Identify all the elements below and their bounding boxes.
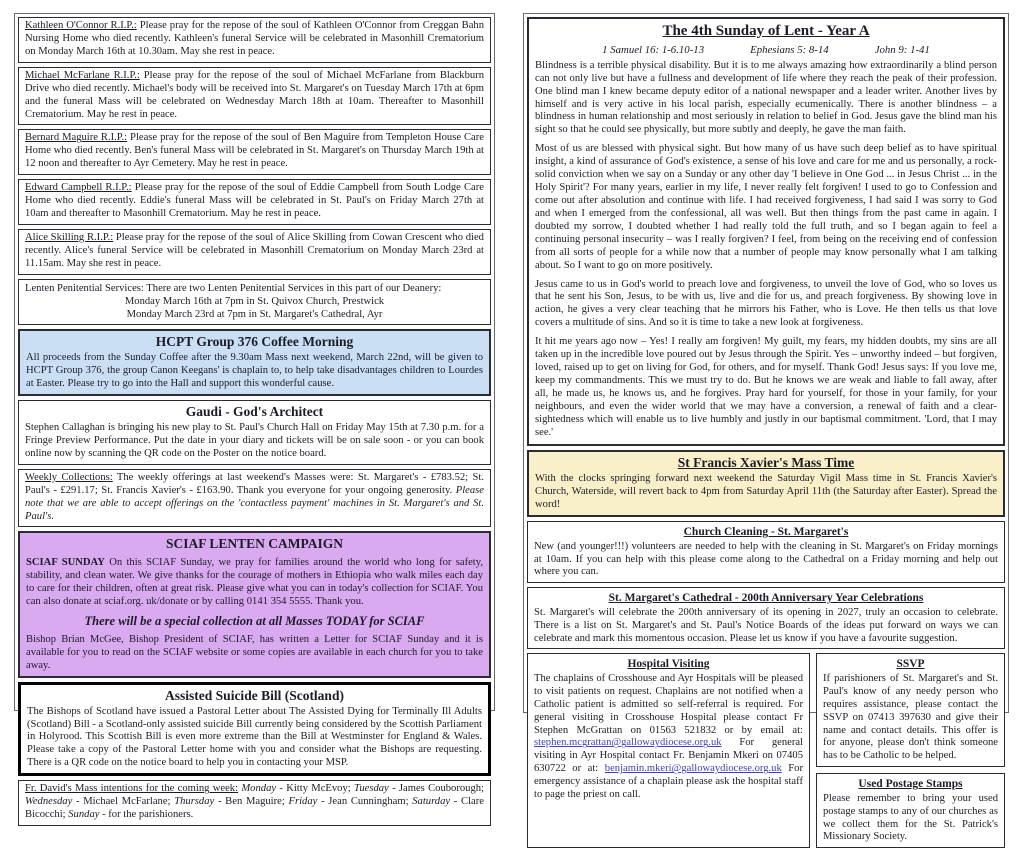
rip-notice-michael-mcfarlane <box>18 67 491 126</box>
anniversary-title: St. Margaret's Cathedral - 200th Anniversary Year Celebrations <box>608 592 924 605</box>
hospital-body-1: The chaplains of Crosshouse and Ayr Hospitals will be pleased to visit patients on request. Chaplains are not notified when a Catholic patient is admitted so self-referral is required. For general visiting in Crosshouse Hospital please contact Fr Stephen McGrattan on 01563 521832 or by email at: <box>534 672 803 736</box>
sciaf-special-collection-note: There will be a special collection at all Masses TODAY for SCIAF <box>84 613 425 628</box>
anniversary-body: St. Margaret's will celebrate the 200th anniversary of its opening in 2027, truly an occasion to celebrate. There is a list on St. Margaret's and St. Paul's Notice Boards of the ideas put forward on ways we can celebrate and mark this momentous occasion. Please let us know if you have a favourite suggestion. <box>534 606 998 644</box>
anniversary-box <box>527 587 1005 649</box>
assisted-suicide-bill-box <box>18 682 491 776</box>
intention-name: - Ben Maguire; <box>214 796 289 808</box>
collections-header: Weekly Collections: <box>25 471 113 483</box>
homily-paragraph: Jesus came to us in God's world to preach love and forgiveness, to unveil the love of God, who so loves us that he sent his Son, Jesus, to be with us, live and die for us, and preach forgiveness. By showing love in action, he gives a very clear teaching that he mirrors his Father, who is Love. He then tells us that love covers a multitude of sins. And so it is time to take a new look at forgiveness. <box>535 278 997 329</box>
sfx-mass-time-box <box>527 450 1005 518</box>
church-cleaning-body: New (and younger!!!) volunteers are needed to help with the cleaning in St. Margaret's on Friday mornings at 10am. If you can help with this please come along to the Cathedral on a Friday morning and help out where you can. <box>534 540 998 578</box>
homily-readings <box>535 44 997 56</box>
intention-day: Friday <box>288 796 318 808</box>
rip-notice-body: Please pray for the repose of the soul of Kathleen O'Connor from Creggan Bahn Nursing Home who died recently. Kathleen's funeral Service will be celebrated in Masonhill Crematorium on Monday March 16th at 10.30am. May she rest in peace. <box>25 20 484 57</box>
rip-notice-header: Alice Skilling R.I.P.: <box>25 231 114 243</box>
reading-gospel: John 9: 1-41 <box>874 43 930 56</box>
bottom-two-column-section <box>527 653 1005 848</box>
stamps-title: Used Postage Stamps <box>858 778 963 791</box>
rip-notice-alice-skilling <box>18 229 491 275</box>
collections-note: Please note that we are able to accept offerings on the 'contactless payment' machines in St. Margaret's and St. Paul's. <box>25 484 484 522</box>
assisted-suicide-title: Assisted Suicide Bill (Scotland) <box>165 687 344 703</box>
rip-notice-header: Edward Campbell R.I.P.: <box>25 182 132 194</box>
sciaf-lead: SCIAF SUNDAY <box>26 557 105 569</box>
sciaf-title: SCIAF LENTEN CAMPAIGN <box>165 536 343 552</box>
sciaf-campaign-box <box>18 531 491 677</box>
homily-title: The 4th Sunday of Lent - Year A <box>662 23 870 39</box>
rip-notice-bernard-maguire <box>18 129 491 175</box>
assisted-suicide-body: The Bishops of Scotland have issued a Pastoral Letter about The Assisted Dying for Terminally Ill Adults (Scotland) Bill - a Scotland-only assisted suicide Bill currently being considered by the Scottish Parliament in Holyrood. This Scottish Bill is even more extreme than the Bill at Westminster for England & Wales. Please take a copy of the Pastoral Letter home with you and consider what the Bishops are requesting. There is a QR code on the notice board to help you in contacting your MSP. <box>27 705 482 769</box>
rip-notice-text <box>25 182 484 221</box>
intention-day: Wednesday <box>25 796 73 808</box>
bottom-left-column <box>527 653 810 848</box>
rip-notice-text <box>25 70 484 122</box>
sfx-title: St Francis Xavier's Mass Time <box>677 454 855 470</box>
intention-day: Sunday <box>68 809 100 821</box>
bottom-right-column <box>816 653 1005 848</box>
rip-notice-edward-campbell <box>18 179 491 225</box>
mass-intentions-header: Fr. David's Mass intentions for the coming week: <box>25 783 239 795</box>
sciaf-intro <box>26 557 483 609</box>
hcpt-coffee-morning-box <box>18 329 491 396</box>
church-cleaning-box <box>527 521 1005 583</box>
rip-notice-body: Please pray for the repose of the soul of Alice Skilling from Cowan Crescent who died recently. Alice's funeral Service will be celebrated in Masonhill Crematorium on Monday March 23rd at 11.15am. May she rest in peace. <box>25 231 484 269</box>
penitential-line-2: Monday March 23rd at 7pm in St. Margaret's Cathedral, Ayr <box>126 309 383 321</box>
sfx-body: With the clocks springing forward next weekend the Saturday Vigil Mass time in St. Francis Xavier's Church, Waterside, will revert back to 4pm from Saturday April 11th (the Saturday after Easter). Spread the word! <box>535 473 997 511</box>
gaudi-play-box <box>18 400 491 465</box>
email-link-mkeri[interactable]: benjamin.mkeri@gallowaydiocese.org.uk <box>604 763 782 775</box>
hospital-visiting-title: Hospital Visiting <box>627 658 710 671</box>
collections-body: The weekly offerings at last weekend's Masses were: St. Margaret's - £783.52; St. Paul's - £291.17; St. Francis Xavier's - £163.90. Thank you everyone for your ongoing generosity. <box>25 471 484 496</box>
intention-day: Monday <box>241 783 277 795</box>
email-link-mcgrattan[interactable]: stephen.mcgrattan@gallowaydiocese.org.uk <box>534 737 722 749</box>
stamps-body: Please remember to bring your used postage stamps to any of our churches as we collect them for the St. Patrick's Missionary Society. <box>823 792 998 843</box>
homily-box <box>527 17 1005 446</box>
homily-paragraph: It hit me years ago now – Yes! I really am forgiven! My guilt, my fears, my hidden doubts, my sins are all taken up in the incredible love poured out by Jesus through the Spirit. Yes – unworthy indeed – but forgiven, loved, raised up to get on living for God, for others, and for myself. Thank God! Jesus says: If you love me, keep my commandments. This we must try to do. But he knows we are weak and liable to fall away, after all, he made us, he knows us, and he forgives. Pray hard for yourself, for those in your family, for your neighbours, and even the wider world that we may have a conversion, a renewal of faith and a clear-sightedness which will enable us to live humbly and justly in our baptismal commitment. 'Lord, that I may see.' <box>535 336 997 438</box>
rip-notice-header: Kathleen O'Connor R.I.P.: <box>25 20 137 31</box>
rip-notice-body: Please pray for the repose of the soul of Michael McFarlane from Blackburn Drive who died recently. Michael's body will be received into St. Margaret's on Tuesday March 17th at 6pm and the funeral Mass will be celebrated on Wednesday March 18th at 10am. Thereafter to Masonhill Crematorium. May he rest in peace. <box>25 69 484 120</box>
ssvp-title: SSVP <box>896 658 925 671</box>
rip-notice-text <box>25 132 484 171</box>
sciaf-footer: Bishop Brian McGee, Bishop President of SCIAF, has written a Letter for SCIAF Sunday and it is available for you to read on the SCIAF website or some copies are available in each church for you to take away. <box>26 633 483 671</box>
rip-notice-body: Please pray for the repose of the soul of Ben Maguire from Templeton House Care Home who died recently. Ben's funeral Mass will be celebrated in St. Margaret's on Thursday March 19th at 12 noon and thereafter to Ayr Cemetery. May he rest in peace. <box>25 132 484 170</box>
rip-notice-kathleen-oconnor <box>18 17 491 63</box>
rip-notice-header: Bernard Maguire R.I.P.: <box>25 132 128 144</box>
collections-text <box>25 472 484 524</box>
weekly-collections-box <box>18 469 491 528</box>
rip-notice-header: Michael McFarlane R.I.P.: <box>25 69 140 81</box>
intention-name: - for the parishioners. <box>99 809 194 821</box>
gaudi-body: Stephen Callaghan is bringing his new play to St. Paul's Church Hall on Friday May 15th at 7.30 p.m. for a Fringe Preview Performance. Put the date in your diary and tickets will be on sale soon - or you can book online now by scanning the QR code on the Poster on the notice board. <box>25 421 484 459</box>
intention-name: - James Couborough; <box>388 783 485 795</box>
reading-first: 1 Samuel 16: 1-6.10-13 <box>602 43 705 56</box>
intention-name: - Kitty McEvoy; <box>276 783 355 795</box>
homily-paragraph: Blindness is a terrible physical disability. But it is to me always amazing how extraordinarily a blind person can not only live but have a fullness and development of life where they reach the peak of their profession. One blind man I knew became deputy editor of a national newspaper and a leader writer. Another lives by himself and is very active in his local parish, especially ecumenically. There is another blindness – a blindness in human relationship and most seriously in relation to belief in God. Jesus gave the blind man his sight so that he could see physically, but more subtly and deeply, he gave the man faith. <box>535 59 997 136</box>
rip-notice-text <box>25 20 484 59</box>
hospital-visiting-box <box>527 653 810 848</box>
hospital-body-3: For emergency assistance of a chaplain please ask the hospital staff to page the priest on call. <box>534 763 803 801</box>
homily-paragraph: Most of us are blessed with physical sight. But how many of us have such deep belief as to have spiritual insight, a kind of assurance of God's existence, a sense of his love and care for me and us personally, a rock-solid conviction when we say on a Sunday or any other day 'I believe in One God ... in Jesus Christ ... in the Holy Spirit'? For many years, earlier in my life, I never really felt forgiven! I used to go to Confession and come out after absolution and continue with life. I had received forgiveness, I had said I was sorry to God and when I emerged from the confessional, all was well. But then things from the past came in again. I doubted my sorrow, I doubted whether I had really told the full truth, and so I began again to feel a continuing personal insecurity – was I really forgiven? I feel, from being on the receiving end of confession from all sorts of people for a while now that a number of people may know personally what I am talking about. So I want to go on more positively. <box>535 143 997 271</box>
used-postage-stamps-box <box>816 773 1005 848</box>
sciaf-body: On this SCIAF Sunday, we pray for families around the world who long for safety, stability, and clean water. We give thanks for the courage of mothers in Ethiopia who walk miles each day to care for their children, often at great risk. Please give what you can in today's collection for SCIAF. You can also donate at sciaf.org. uk/donate or by calling 0141 354 5555. Thank you. <box>26 557 483 608</box>
intention-name: - Jean Cunningham; <box>317 796 413 808</box>
bulletin-left-page <box>14 13 495 821</box>
hcpt-title: HCPT Group 376 Coffee Morning <box>155 334 354 350</box>
rip-notice-body: Please pray for the repose of the soul of Eddie Campbell from South Lodge Care Home who died recently. Eddie's funeral Mass will be celebrated in St. Paul's on Friday March 27th at 10am and thereafter to Masonhill Crematorium. May he rest in peace. <box>25 182 484 220</box>
intention-name: - Michael McFarlane; <box>72 796 175 808</box>
mass-intentions-box <box>18 780 491 826</box>
intention-name: - Clare Bicocchi; <box>25 796 484 821</box>
bulletin-right-page <box>523 13 1009 843</box>
hospital-body-2: For general visiting in Ayr Hospital contact Fr. Benjamin Mkeri on 07405 630722 or at: <box>534 737 803 775</box>
hospital-visiting-text <box>534 673 803 802</box>
intention-day: Thursday <box>174 796 215 808</box>
gaudi-title: Gaudi - God's Architect <box>185 404 324 420</box>
penitential-intro: Lenten Penitential Services: There are two Lenten Penitential Services in this part of our Deanery: <box>25 282 442 294</box>
ssvp-box <box>816 653 1005 767</box>
church-cleaning-title: Church Cleaning - St. Margaret's <box>683 526 849 539</box>
mass-intentions-text <box>25 783 484 822</box>
lenten-penitential-box <box>18 279 491 326</box>
rip-notice-text <box>25 232 484 271</box>
penitential-line-1: Monday March 16th at 7pm in St. Quivox Church, Prestwick <box>124 295 385 307</box>
ssvp-body: If parishioners of St. Margaret's and St. Paul's know of any needy person who requires assistance, please contact the SSVP on 07413 397630 and give their name and contact details. This offer is for anyone, please don't think someone has to be Catholic to be helped. <box>823 672 998 762</box>
hcpt-body: All proceeds from the Sunday Coffee after the 9.30am Mass next weekend, March 22nd, will be given to HCPT Group 376, the group Canon Keegans' is chaplain to, to help take disadvantages children to Lourdes at Easter. Please try to go into the Hall and support this wonderful cause. <box>26 352 483 390</box>
reading-second: Ephesians 5: 8-14 <box>750 43 829 56</box>
intention-day: Tuesday <box>354 783 389 795</box>
intention-day: Saturday <box>412 796 451 808</box>
